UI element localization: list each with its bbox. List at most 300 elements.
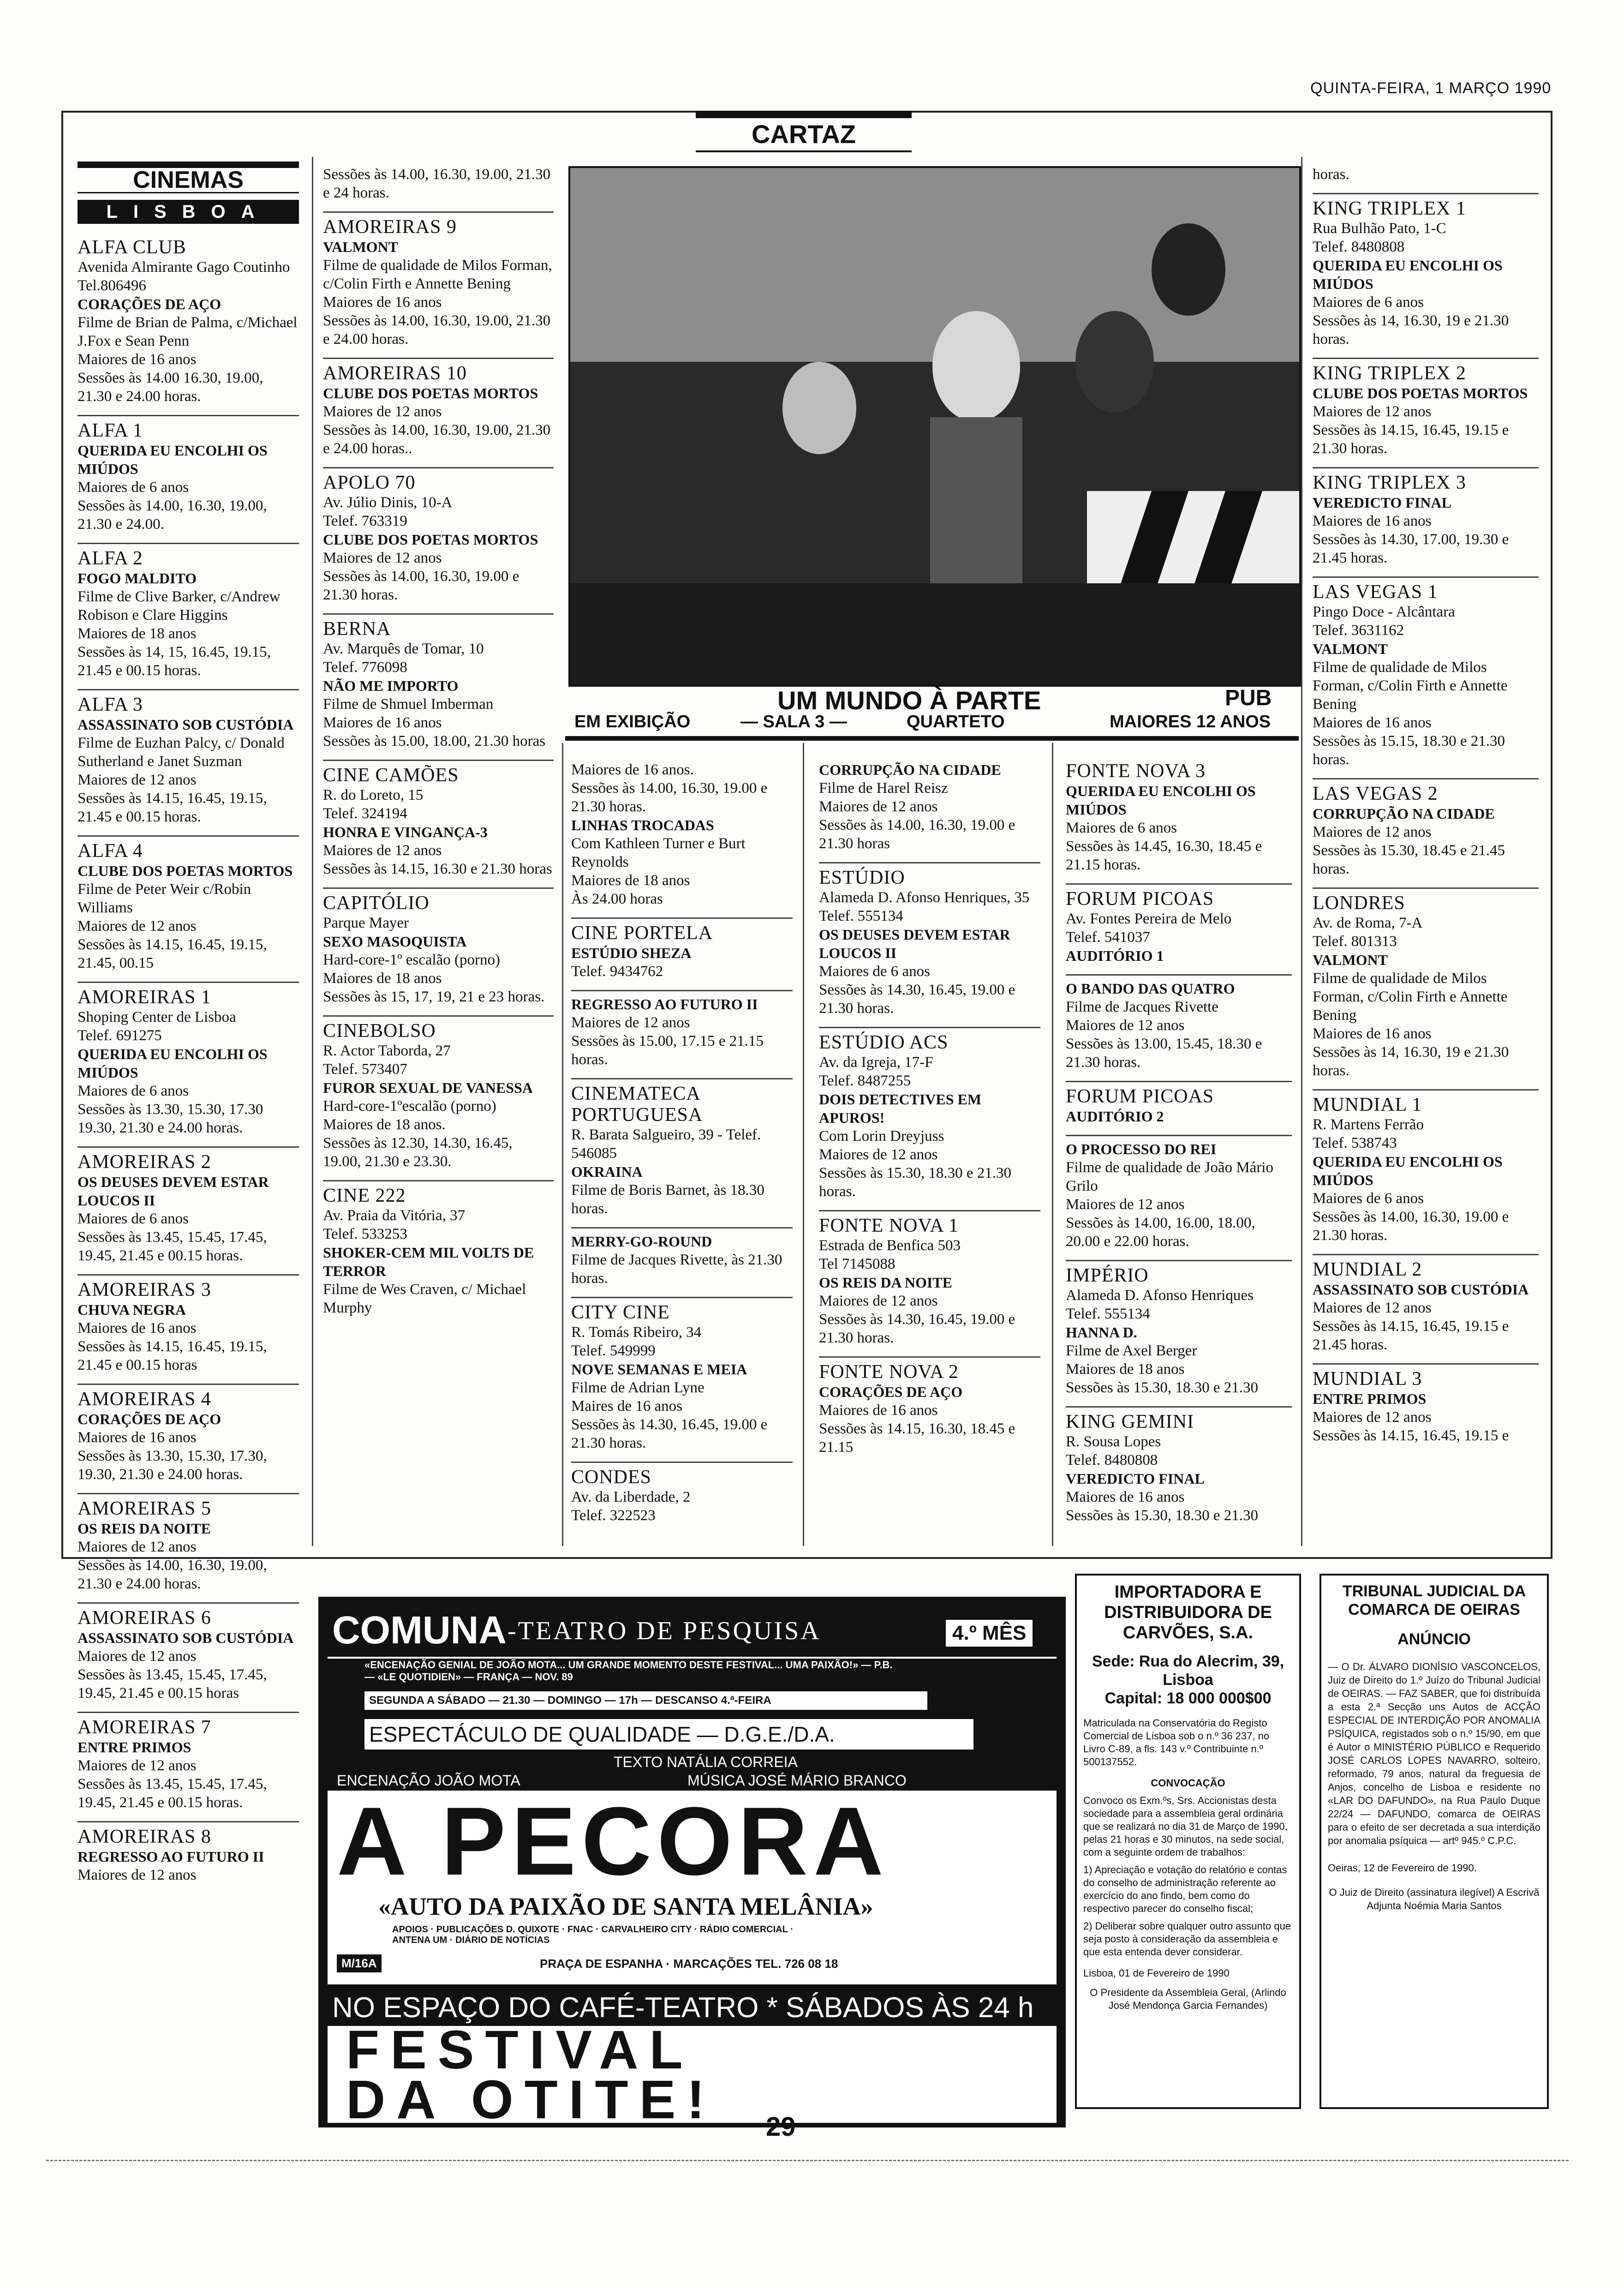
cinema-address: Telef. 324194 [323, 805, 407, 822]
film-detail: Maiores de 16 anos [323, 714, 442, 731]
film-detail: Sessões às 14.00, 16.30, 19.00, 21.30 e 24.00 horas.. [323, 422, 551, 457]
comuna-title: A PECORA [337, 1787, 889, 1895]
cinema-address: Av. Júlio Dinis, 10-A [323, 494, 453, 511]
cinema-address: R. Martens Ferrão [1313, 1116, 1424, 1133]
film-detail: Filme de qualidade de Milos Forman, c/Colin Firth e Annette Bening [1313, 659, 1508, 713]
cinema-listing [323, 467, 554, 604]
film-detail: Filme de qualidade de Milos Forman, c/Colin Firth e Annette Bening [323, 257, 552, 292]
cinema-listing [1313, 778, 1539, 878]
cinema-name: ALFA 3 [78, 694, 143, 715]
film-detail: Sessões às 14.15, 16.45, 19.15, 21.45 e 00.15 horas [78, 1338, 267, 1373]
cinema-name: ALFA 1 [78, 420, 143, 441]
film-detail: Sessões às 14.00, 16.30, 19.00, 21.30 e 24.00 horas. [78, 1557, 267, 1592]
cinema-address: Tel 7145088 [819, 1256, 896, 1272]
film-detail: Maiores de 12 anos [78, 1757, 197, 1774]
cinema-address: Av. Fontes Pereira de Melo [1066, 911, 1232, 927]
cinema-address: Telef. 763319 [323, 513, 407, 529]
film-detail: Sessões às 15.00, 17.15 e 21.15 horas. [571, 1033, 764, 1068]
film-detail: Telef. 9434762 [571, 963, 663, 980]
cinema-name: CITY CINE [571, 1302, 670, 1323]
cinema-listing [323, 613, 554, 750]
comuna-schedule: SEGUNDA A SÁBADO — 21.30 — DOMINGO — 17h — DESCANSO 4.ª-FEIRA [364, 1691, 927, 1710]
carvoes-date: Lisboa, 01 de Fevereiro de 1990 [1083, 1967, 1230, 1979]
film-detail: Maiores de 18 anos [1066, 1361, 1185, 1378]
carvoes-body: Convoco os Exm.ºs, Srs. Accionistas desta sociedade para a assembleia geral ordinária que se realizará no dia 31 de Março de 1990, pelas 21 horas e 30 minutos, na sede social, com a seguinte ordem de trabalhos: [1083, 1795, 1288, 1858]
film-detail: Maiores de 12 anos [819, 798, 938, 815]
cinema-listing [323, 887, 554, 1006]
cinema-name: IMPÉRIO [1066, 1265, 1149, 1286]
cinema-name: LONDRES [1313, 893, 1405, 914]
film-title: AUDITÓRIO 2 [1066, 1108, 1164, 1125]
film-detail: Maiores de 16 anos [78, 1320, 197, 1336]
film-detail: Sessões às 14, 15, 16.45, 19.15, 21.45 e 00.15 horas. [78, 644, 271, 679]
cinema-name: ALFA 4 [78, 840, 143, 862]
film-detail: Sessões às 13.45, 15.45, 17.45, 19.45, 21.45 e 00.15 horas [78, 1666, 267, 1702]
cinema-name: ESTÚDIO [819, 867, 905, 888]
cinema-name: AMOREIRAS 10 [323, 363, 467, 384]
column-divider [1052, 743, 1053, 1546]
trim-line [46, 2160, 1569, 2161]
film-title: CLUBE DOS POETAS MORTOS [323, 531, 538, 548]
film-title: MERRY-GO-ROUND [571, 1233, 712, 1250]
cinema-address: Telef. 801313 [1313, 933, 1397, 950]
cinema-name: AMOREIRAS 7 [78, 1717, 211, 1738]
film-detail: Maiores de 16 anos [323, 294, 442, 311]
carvoes-seat: Sede: Rua do Alecrim, 39, Lisboa [1092, 1653, 1284, 1689]
film-title: OKRAINA [571, 1163, 643, 1180]
comuna-subtitle: -TEATRO DE PESQUISA [508, 1617, 821, 1645]
film-detail: Maiores de 16 anos [1066, 1489, 1185, 1505]
cinema-name: ESTÚDIO ACS [819, 1032, 949, 1053]
comuna-brand: COMUNA [332, 1608, 507, 1652]
cinema-listing [1313, 576, 1539, 769]
film-detail: Sessões às 14.15, 16.45, 19.15, 21.45, 00.15 [78, 936, 267, 971]
film-detail: Com Lorin Dreyjuss [819, 1128, 944, 1144]
carvoes-capital: Capital: 18 000 000$00 [1105, 1690, 1272, 1707]
film-detail: Sessões às 13.45, 15.45, 17.45, 19.45, 21.45 e 00.15 horas. [78, 1229, 267, 1264]
film-title: HANNA D. [1066, 1324, 1137, 1341]
film-detail: Sessões às 15.30, 18.30 e 21.30 [1066, 1507, 1259, 1524]
cinema-name: CINE CAMÕES [323, 765, 459, 786]
film-detail: Sessões às 14.30, 16.45, 19.00 e 21.30 horas. [819, 982, 1015, 1017]
comuna-text-by: TEXTO NATÁLIA CORREIA [614, 1754, 798, 1770]
cinema-name: AMOREIRAS 2 [78, 1151, 211, 1173]
comuna-cafe-line: NO ESPAÇO DO CAFÉ-TEATRO * SÁBADOS ÀS 24 h [332, 1992, 1034, 2024]
cinema-address: horas. [1313, 166, 1349, 183]
film-title: SEXO MASOQUISTA [323, 933, 467, 950]
cinema-listing [1313, 467, 1539, 567]
film-title: ESTÚDIO SHEZA [571, 945, 692, 961]
crowd-photo-illustration [570, 168, 1299, 685]
film-detail: Sessões às 14, 16.30, 19 e 21.30 horas. [1313, 1044, 1509, 1079]
film-title: CORAÇÕES DE AÇO [819, 1384, 963, 1400]
cinema-address: Shoping Center de Lisboa [78, 1009, 236, 1025]
film-detail: Sessões às 14.00, 16.30, 19.00 e 21.30 horas [819, 817, 1015, 852]
carvoes-item-2: 2) Deliberar sobre qualquer outro assunto que seja posto à consideração da assembleia e que esta entenda dever considerar. [1083, 1920, 1291, 1958]
film-title: CHUVA NEGRA [78, 1301, 186, 1318]
cinema-name: MUNDIAL 2 [1313, 1259, 1422, 1280]
festival-title-1: FESTIVAL [346, 2019, 694, 2080]
film-detail: Sessões às 14.00, 16.30, 19.00, 21.30 e 24.00 horas. [323, 312, 551, 348]
film-detail: Filme de Adrian Lyne [571, 1379, 705, 1396]
film-detail: Maiores de 16 anos [78, 1429, 197, 1446]
film-detail: Maiores de 12 anos [571, 1014, 690, 1031]
film-title: NOVE SEMANAS E MEIA [571, 1361, 747, 1378]
cinema-name: LAS VEGAS 2 [1313, 783, 1438, 804]
caption-room: — SALA 3 — [740, 712, 847, 731]
cinema-address: Telef. 555134 [819, 908, 903, 924]
cinema-listing [1313, 1363, 1539, 1445]
cinema-address: Estrada de Benfica 503 [819, 1237, 961, 1254]
film-title: DOIS DETECTIVES EM APUROS! [819, 1091, 982, 1126]
carvoes-item-1: 1) Apreciação e votação do relatório e contas do conselho de administração referente ao exercício do ano findo, bem como do respectivo parecer do conselho fiscal; [1083, 1864, 1287, 1914]
film-detail: Sessões às 14.15, 16.45, 19.15 e 21.45 horas. [1313, 1318, 1509, 1353]
film-title: OS DEUSES DEVEM ESTAR LOUCOS II [819, 926, 1010, 961]
film-detail: Sessões às 13.30, 15.30, 17.30 19.30, 21.30 e 24.00 horas. [78, 1101, 263, 1136]
film-detail: Sessões às 14.00, 16.30, 19.00, 21.30 e 24.00. [78, 497, 267, 533]
caption-venue: QUARTETO [907, 712, 1005, 731]
film-title: CORAÇÕES DE AÇO [78, 1411, 221, 1427]
film-title: OS DEUSES DEVEM ESTAR LOUCOS II [78, 1174, 269, 1209]
cinema-listing [78, 1274, 299, 1374]
column-divider [803, 743, 804, 1546]
cinema-listing [78, 543, 299, 680]
film-title: ENTRE PRIMOS [1313, 1390, 1427, 1407]
page-number: 29 [766, 2112, 796, 2142]
film-detail: Maiores de 18 anos [78, 625, 197, 642]
cinema-listing [571, 757, 793, 908]
film-detail: Maiores de 12 anos [1066, 1017, 1185, 1034]
cinema-name: MUNDIAL 3 [1313, 1368, 1422, 1390]
film-title: AUDITÓRIO 1 [1066, 947, 1164, 964]
film-detail: Filme de Harel Reisz [819, 780, 948, 797]
cinema-listing [78, 835, 299, 972]
film-detail: Maiores de 6 anos [78, 1083, 189, 1099]
cinema-listing [819, 1027, 1040, 1201]
film-title: REGRESSO AO FUTURO II [78, 1848, 264, 1865]
cinema-address: Telef. 8480808 [1313, 239, 1405, 255]
film-detail: Filme de qualidade de João Mário Grilo [1066, 1159, 1273, 1194]
cinema-name: FORUM PICOAS [1066, 1086, 1214, 1107]
carvoes-signature: O Presidente da Assembleia Geral, (Arlindo José Mendonça Garcia Fernandes) [1090, 1987, 1286, 2011]
cinema-address: Telef. 533253 [323, 1226, 407, 1242]
film-title: CLUBE DOS POETAS MORTOS [78, 863, 293, 879]
cinema-listing [1066, 1135, 1292, 1251]
cinema-name: CINEBOLSO [323, 1020, 436, 1042]
cinema-listing [1066, 1260, 1292, 1397]
cinema-listing [78, 1712, 299, 1812]
comuna-title-sub: «AUTO DA PAIXÃO DE SANTA MELÂNIA» [378, 1893, 873, 1920]
cinema-name: AMOREIRAS 3 [78, 1279, 211, 1300]
cinema-listing [78, 1384, 299, 1484]
cinema-name: KING TRIPLEX 3 [1313, 472, 1466, 493]
cinema-name: AMOREIRAS 4 [78, 1389, 211, 1410]
cinema-address: Parque Mayer [323, 915, 409, 931]
cinema-name: KING TRIPLEX 1 [1313, 198, 1466, 219]
film-detail: Sessões às 15.15, 18.30 e 21.30 horas. [1313, 733, 1505, 768]
cinema-address: Maiores de 16 anos. [571, 761, 694, 778]
film-detail: Filme de Axel Berger [1066, 1342, 1197, 1359]
film-detail: Sessões às 15.30, 18.45 e 21.45 horas. [1313, 842, 1505, 877]
cinema-listing [1313, 162, 1539, 184]
film-detail: Maiores de 6 anos [78, 1210, 189, 1227]
film-title: FUROR SEXUAL DE VANESSA [323, 1079, 533, 1096]
film-detail: Sessões às 12.30, 14.30, 16.45, 19.00, 21.30 e 23.30. [323, 1135, 513, 1170]
region-banner: LISBOA [78, 200, 299, 224]
cinema-name: FONTE NOVA 1 [819, 1215, 959, 1236]
film-title: QUERIDA EU ENCOLHI OS MIÚDOS [1313, 257, 1503, 292]
film-detail: Maiores de 12 anos [1313, 1300, 1432, 1316]
cinema-address: Telef. 8487255 [819, 1073, 911, 1089]
film-title: OS REIS DA NOITE [78, 1520, 211, 1537]
film-title: VEREDICTO FINAL [1066, 1470, 1205, 1487]
cinema-listing [571, 1297, 793, 1452]
cinema-name: FONTE NOVA 2 [819, 1361, 959, 1383]
film-title: OS REIS DA NOITE [819, 1274, 952, 1291]
film-title: CLUBE DOS POETAS MORTOS [1313, 385, 1528, 401]
cinema-listing [323, 358, 554, 458]
film-detail: Maiores de 12 anos [1313, 824, 1432, 840]
cinema-address: Alameda D. Afonso Henriques, 35 [819, 889, 1030, 906]
film-detail: Sessões às 14.00 16.30, 19.00, 21.30 e 24.00 horas. [78, 370, 263, 405]
film-title: O BANDO DAS QUATRO [1066, 980, 1235, 997]
cinema-address: Av. da Igreja, 17-F [819, 1054, 933, 1071]
film-detail: Sessões às 13.45, 15.45, 17.45, 19.45, 21.45 e 00.15 horas. [78, 1776, 267, 1811]
cinema-address: Telef. 776098 [323, 659, 407, 676]
film-detail: Maiores de 12 anos [1066, 1196, 1185, 1213]
column-divider [312, 157, 313, 1546]
film-title: CLUBE DOS POETAS MORTOS [323, 385, 538, 401]
film-detail: Maiores de 12 anos [819, 1146, 938, 1163]
film-title: O PROCESSO DO REI [1066, 1141, 1217, 1157]
cinema-address: Av. Praia da Vitória, 37 [323, 1207, 466, 1224]
comuna-quality: ESPECTÁCULO DE QUALIDADE — D.G.E./D.A. [364, 1719, 973, 1750]
cinema-listing [78, 1146, 299, 1265]
cinema-listing [571, 1078, 793, 1218]
cinema-name: KING GEMINI [1066, 1411, 1194, 1432]
film-detail: Maiores de 12 anos [78, 1867, 197, 1883]
film-detail: Maiores de 12 anos [78, 1539, 197, 1555]
film-title: SHOKER-CEM MIL VOLTS DE TERROR [323, 1244, 534, 1279]
film-title: REGRESSO AO FUTURO II [571, 996, 758, 1013]
film-detail: Com Kathleen Turner e Burt Reynolds [571, 835, 746, 870]
film-detail: Sessões às 14.45, 16.30, 18.45 e 21.15 horas. [1066, 838, 1262, 873]
film-title: VALMONT [323, 239, 398, 255]
cinema-address: Avenida Almirante Gago Coutinho Tel.806496 [78, 259, 290, 294]
cinema-listing [323, 1015, 554, 1171]
film-detail: Sessões às 14.30, 16.45, 19.00 e 21.30 horas. [571, 1416, 768, 1451]
film-detail: Filme de Boris Barnet, às 18.30 horas. [571, 1182, 764, 1217]
cinema-listing [78, 233, 299, 406]
film-title: CORAÇÕES DE AÇO [78, 296, 221, 312]
film-detail: Sessões às 14.15, 16.30 e 21.30 horas [323, 861, 552, 877]
cinema-address: Pingo Doce - Alcântara [1313, 604, 1455, 620]
carvoes-title: IMPORTADORA E DISTRIBUIDORA DE CARVÕES, S.A. [1104, 1582, 1272, 1642]
cinema-address: Telef. 8480808 [1066, 1452, 1158, 1468]
cinema-listing [1313, 358, 1539, 458]
film-detail: Às 24.00 horas [571, 891, 663, 907]
cinemas-heading: CINEMAS [78, 162, 299, 193]
cinema-address: Telef. 3631162 [1313, 622, 1404, 639]
cinema-listing [571, 1462, 793, 1525]
cinema-listing [78, 1821, 299, 1884]
cinema-name: FORUM PICOAS [1066, 888, 1214, 910]
film-detail: Sessões às 15.30, 18.30 e 21.30 horas. [819, 1165, 1012, 1200]
cinema-name: FONTE NOVA 3 [1066, 761, 1206, 782]
cinema-name: AMOREIRAS 5 [78, 1498, 211, 1519]
cinema-listing [1313, 1254, 1539, 1354]
film-title: VEREDICTO FINAL [1313, 494, 1451, 511]
tribunal-notice [1320, 1574, 1549, 2109]
cinema-listing [78, 982, 299, 1137]
cinema-address: Sessões às 14.00, 16.30, 19.00 e 21.30 horas. [571, 780, 768, 815]
listing-column-6 [1313, 162, 1539, 1454]
cinema-address: Av. Marquês de Tomar, 10 [323, 641, 484, 657]
cinema-listing [78, 689, 299, 826]
section-title: CARTAZ [696, 111, 912, 152]
cinema-listing [819, 1356, 1040, 1456]
film-title: LINHAS TROCADAS [571, 817, 714, 833]
film-detail: Filme de qualidade de Milos Forman, c/Colin Firth e Annette Bening [1313, 970, 1508, 1024]
carvoes-heading: CONVOCAÇÃO [1151, 1777, 1225, 1789]
film-detail: Filme de Wes Craven, c/ Michael Murphy [323, 1281, 526, 1316]
film-detail: Sessões às 14.30, 16.45, 19.00 e 21.30 horas. [819, 1311, 1015, 1346]
cinema-listing [1313, 1089, 1539, 1245]
cinema-address: Rua Bulhão Pato, 1-C [1313, 220, 1446, 237]
listing-column-5 [1066, 757, 1292, 1534]
film-title: ASSASSINATO SOB CUSTÓDIA [78, 716, 294, 733]
cinema-name: AMOREIRAS 9 [323, 216, 457, 238]
cinema-listing [323, 162, 554, 202]
cinema-name: CINE 222 [323, 1185, 406, 1206]
film-detail: Maiores de 16 anos [819, 1402, 938, 1419]
film-title: ENTRE PRIMOS [78, 1739, 191, 1756]
caption-exhibit: EM EXIBIÇÃO [574, 712, 691, 731]
film-detail: Sessões às 14.15, 16.45, 19.15 e [1313, 1427, 1509, 1444]
film-detail: Maiores de 12 anos [78, 772, 197, 788]
tribunal-title: TRIBUNAL JUDICIAL DA COMARCA DE OEIRAS [1342, 1582, 1526, 1618]
film-detail: Maiores de 12 anos [78, 918, 197, 935]
cinema-listing [1066, 883, 1292, 965]
film-detail: Sessões às 14.00, 16.30, 19.00 e 21.30 horas. [323, 568, 519, 603]
cinema-address: Sessões às 14.00, 16.30, 19.00, 21.30 e 24 horas. [323, 166, 551, 201]
film-detail: Sessões às 14, 16.30, 19 e 21.30 horas. [1313, 312, 1509, 348]
comuna-music: MÚSICA JOSÉ MÁRIO BRANCO [687, 1772, 907, 1789]
cinema-address: Telef. 549999 [571, 1342, 656, 1359]
comuna-director: ENCENAÇÃO JOÃO MOTA [337, 1772, 520, 1789]
comuna-apoios: APOIOS · PUBLICAÇÕES D. QUIXOTE · FNAC · CARVALHEIRO CITY · RÁDIO COMERCIAL · ANTENA UM · DIÁRIO DE NOTÍCIAS [392, 1924, 794, 1945]
film-title: FOGO MALDITO [78, 570, 197, 587]
cinema-address: Telef. 573407 [323, 1061, 407, 1078]
film-detail: Filme de Clive Barker, c/Andrew Robison e Clare Higgins [78, 588, 281, 623]
film-detail: Maiores de 18 anos. [323, 1116, 446, 1133]
cinema-name: MUNDIAL 1 [1313, 1094, 1422, 1115]
cinema-address: R. Actor Taborda, 27 [323, 1043, 451, 1059]
film-detail: Sessões às 13.30, 15.30, 17.30, 19.30, 21.30 e 24.00 horas. [78, 1448, 267, 1483]
film-detail: Sessões às 15, 17, 19, 21 e 23 horas. [323, 989, 545, 1005]
film-detail: Maiores de 16 anos [1313, 513, 1432, 529]
comuna-month-badge: 4.º MÊS [946, 1620, 1033, 1647]
cinema-name: AMOREIRAS 1 [78, 987, 211, 1008]
film-detail: Maiores de 16 anos [78, 351, 197, 368]
film-detail: Filme de Shmuel Imberman [323, 696, 494, 713]
cinema-listing [1066, 974, 1292, 1072]
cinema-listing [571, 990, 793, 1069]
cinema-listing [819, 757, 1040, 853]
film-detail: Hard-core-1º escalão (porno) [323, 952, 501, 968]
film-detail: Maiores de 16 anos [1313, 714, 1432, 731]
cinema-name: BERNA [323, 618, 391, 640]
cinema-name: CINE PORTELA [571, 923, 713, 944]
cinema-address: Av. de Roma, 7-A [1313, 915, 1423, 931]
film-detail: Maiores de 12 anos [819, 1293, 938, 1309]
film-title: ASSASSINATO SOB CUSTÓDIA [1313, 1281, 1529, 1298]
tribunal-date: Oeiras, 12 de Fevereiro de 1990. [1328, 1862, 1477, 1874]
film-title: NÃO ME IMPORTO [323, 677, 459, 694]
cinema-address: Telef. 691275 [78, 1027, 162, 1044]
film-detail: Maiores de 6 anos [819, 963, 931, 980]
cinema-listing [1066, 1406, 1292, 1525]
film-detail: Maiores de 12 anos [1313, 1409, 1432, 1426]
film-detail: Maiores de 16 anos [1313, 1025, 1432, 1042]
cinema-address: Telef. 322523 [571, 1507, 656, 1524]
film-detail: Maires de 16 anos [571, 1398, 683, 1414]
cinema-listing [78, 415, 299, 533]
film-detail: Sessões às 14.00, 16.00, 18.00, 20.00 e 22.00 horas. [1066, 1215, 1255, 1250]
film-detail: Sessões às 14.15, 16.45, 19.15, 21.45 e 00.15 horas. [78, 790, 267, 825]
cinema-listing [1066, 757, 1292, 874]
film-detail: Maiores de 6 anos [78, 479, 189, 496]
cinema-listing [78, 1602, 299, 1702]
film-title: CORRUPÇÃO NA CIDADE [1313, 805, 1495, 822]
film-detail: Maiores de 6 anos [1313, 294, 1424, 311]
cinema-listing [78, 1493, 299, 1593]
film-title: ASSASSINATO SOB CUSTÓDIA [78, 1630, 294, 1646]
cinema-listing [571, 1227, 793, 1288]
film-detail: Maiores de 18 anos [323, 970, 442, 987]
cinema-name: CINEMATECA PORTUGUESA [571, 1083, 703, 1126]
tribunal-heading: ANÚNCIO [1397, 1630, 1471, 1648]
carvoes-notice [1075, 1574, 1301, 2109]
film-detail: Hard-core-1ºescalão (porno) [323, 1098, 496, 1115]
caption-title: UM MUNDO À PARTE [777, 686, 1041, 715]
column-divider [562, 743, 563, 1546]
cinema-listing [819, 862, 1040, 1018]
cinema-address: Alameda D. Afonso Henriques [1066, 1287, 1254, 1304]
film-title: QUERIDA EU ENCOLHI OS MIÚDOS [78, 442, 268, 477]
film-title: VALMONT [1313, 641, 1388, 657]
cinema-address: Telef. 538743 [1313, 1135, 1397, 1151]
comuna-quote: «ENCENAÇÃO GENIAL DE JOÃO MOTA... UM GRANDE MOMENTO DESTE FESTIVAL... UMA PAIXÃO!» — P.B. — «LE QUOTIDIEN» — FRANÇA — NOV. 89 [364, 1659, 893, 1683]
cinema-name: AMOREIRAS 6 [78, 1607, 211, 1629]
film-detail: Filme de Jacques Rivette, às 21.30 horas. [571, 1252, 782, 1287]
caption-age: MAIORES 12 ANOS [1110, 712, 1271, 731]
comuna-place: PRAÇA DE ESPANHA · MARCAÇÕES TEL. 726 08 18 [540, 1957, 838, 1971]
film-detail: Maiores de 12 anos [323, 842, 442, 859]
film-title: CORRUPÇÃO NA CIDADE [819, 761, 1001, 778]
comuna-theatre-ad [318, 1597, 1066, 2127]
film-detail: Maiores de 12 anos [323, 403, 442, 420]
cinema-name: CONDES [571, 1467, 652, 1488]
film-detail: Maiores de 6 anos [1066, 820, 1177, 836]
film-title: QUERIDA EU ENCOLHI OS MIÚDOS [1066, 783, 1256, 818]
cinema-address: Telef. 555134 [1066, 1306, 1150, 1322]
film-detail: Sessões às 14.15, 16.30, 18.45 e 21.15 [819, 1420, 1015, 1456]
cinema-listing [323, 1180, 554, 1317]
cinema-address: R. Sousa Lopes [1066, 1433, 1161, 1450]
cinema-name: APOLO 70 [323, 472, 416, 493]
cinema-name: KING TRIPLEX 2 [1313, 363, 1466, 384]
